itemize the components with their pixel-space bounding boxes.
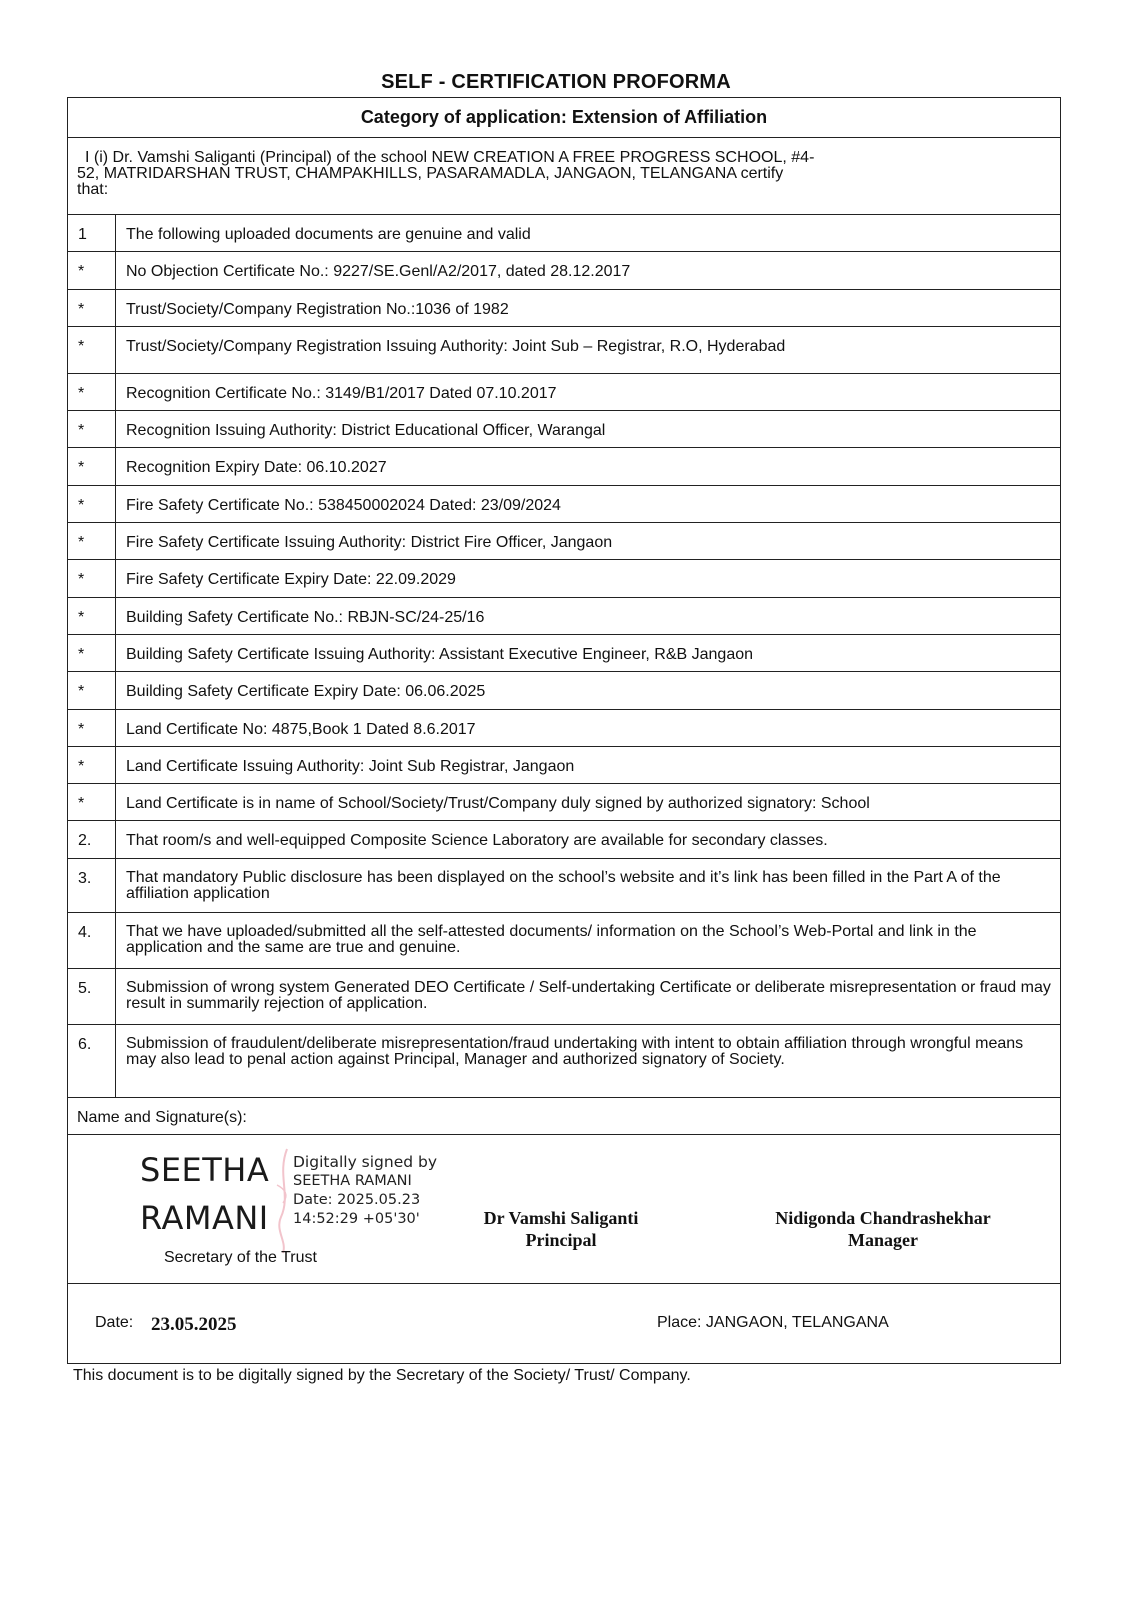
row-text: Trust/Society/Company Registration No.:1036 of 1982 bbox=[126, 301, 509, 318]
digital-signature-info-1: Digitally signed by bbox=[293, 1153, 438, 1171]
row-number: 3. bbox=[68, 859, 116, 912]
intro-line-2: 52, MATRIDARSHAN TRUST, CHAMPAKHILLS, PASARAMADLA, JANGAON, TELANGANA certify bbox=[77, 165, 784, 182]
row-text: Fire Safety Certificate Expiry Date: 22.09.2029 bbox=[126, 571, 456, 588]
place-text: Place: JANGAON, TELANGANA bbox=[657, 1314, 889, 1331]
row-number: 4. bbox=[68, 913, 116, 968]
signature-label: Name and Signature(s): bbox=[68, 1098, 1060, 1135]
row-text: No Objection Certificate No.: 9227/SE.Genl/A2/2017, dated 28.12.2017 bbox=[126, 263, 631, 280]
principal-role: Principal bbox=[525, 1230, 597, 1250]
row-number: * bbox=[68, 784, 116, 820]
date-place-row bbox=[68, 1284, 1060, 1363]
row-text: That room/s and well-equipped Composite Science Laboratory are available for secondary classes. bbox=[126, 832, 828, 849]
row-number: 2. bbox=[68, 821, 116, 858]
row-number: * bbox=[68, 327, 116, 373]
declaration-row bbox=[68, 598, 1060, 635]
row-text: That we have uploaded/submitted all the self-attested documents/ information on the School’s Web-Portal and link in the application and the same are true and genuine. bbox=[126, 923, 977, 956]
row-number: * bbox=[68, 252, 116, 289]
row-number: * bbox=[68, 710, 116, 746]
category-heading: Category of application: Extension of Affiliation bbox=[68, 98, 1060, 138]
manager-name: Nidigonda Chandrashekhar bbox=[775, 1208, 991, 1228]
row-number: * bbox=[68, 486, 116, 522]
row-number: * bbox=[68, 747, 116, 783]
declaration-list bbox=[68, 215, 1060, 1098]
row-number: * bbox=[68, 598, 116, 634]
declaration-row bbox=[68, 635, 1060, 672]
declaration-row bbox=[68, 913, 1060, 969]
intro-line-1: I (i) Dr. Vamshi Saliganti (Principal) of the school NEW CREATION A FREE PROGRESS SCHOOL, #4- bbox=[85, 149, 815, 166]
declaration-row bbox=[68, 672, 1060, 710]
digital-signature-details bbox=[293, 1153, 437, 1229]
row-text: Land Certificate No: 4875,Book 1 Dated 8.6.2017 bbox=[126, 721, 476, 738]
document-title: SELF - CERTIFICATION PROFORMA bbox=[381, 71, 731, 93]
manager-role: Manager bbox=[848, 1230, 918, 1250]
digital-signature-info-3: Date: 2025.05.23 bbox=[293, 1192, 421, 1208]
digital-signature-info-2: SEETHA RAMANI bbox=[293, 1173, 412, 1189]
manager-signature bbox=[758, 1207, 1008, 1251]
principal-name: Dr Vamshi Saliganti bbox=[483, 1208, 639, 1228]
declaration-row bbox=[68, 747, 1060, 784]
row-text: Recognition Expiry Date: 06.10.2027 bbox=[126, 459, 387, 476]
declaration-row bbox=[68, 969, 1060, 1025]
signature-stamp-icon bbox=[273, 1145, 295, 1255]
row-text: Submission of fraudulent/deliberate misrepresentation/fraud undertaking with intent to obtain affiliation through wrongful means may also lead to penal action against Principal, Manager and authorized signatory of Society. bbox=[126, 1035, 1024, 1068]
declaration-row bbox=[68, 252, 1060, 290]
digital-signature-info-4: 14:52:29 +05'30' bbox=[293, 1211, 420, 1227]
date-label: Date: bbox=[95, 1314, 134, 1331]
row-number: * bbox=[68, 635, 116, 671]
declaration-row bbox=[68, 486, 1060, 523]
row-number: 6. bbox=[68, 1025, 116, 1097]
row-text: Recognition Issuing Authority: District Educational Officer, Warangal bbox=[126, 422, 606, 439]
row-text: That mandatory Public disclosure has been displayed on the school’s website and it’s link has been filled in the Part A of the affiliation application bbox=[126, 869, 1001, 902]
declaration-row bbox=[68, 215, 1060, 252]
date-value: 23.05.2025 bbox=[151, 1314, 237, 1335]
signature-block bbox=[68, 1135, 1060, 1284]
row-number: * bbox=[68, 290, 116, 326]
row-text: Recognition Certificate No.: 3149/B1/2017 Dated 07.10.2017 bbox=[126, 385, 557, 402]
row-text: Submission of wrong system Generated DEO Certificate / Self-undertaking Certificate or deliberate misrepresentation or fraud may result in summarily rejection of application. bbox=[126, 979, 1051, 1012]
declaration-row bbox=[68, 1025, 1060, 1098]
declaration-row bbox=[68, 560, 1060, 598]
row-number: * bbox=[68, 448, 116, 485]
declaration-row bbox=[68, 327, 1060, 374]
declaration-row bbox=[68, 821, 1060, 859]
digital-signature-name-line-1: SEETHA bbox=[140, 1151, 270, 1189]
row-text: Fire Safety Certificate Issuing Authority: District Fire Officer, Jangaon bbox=[126, 534, 613, 551]
intro-statement bbox=[68, 138, 1060, 215]
row-text: Land Certificate is in name of School/Society/Trust/Company duly signed by authorized signatory: School bbox=[126, 795, 870, 812]
certification-table bbox=[67, 97, 1061, 1364]
declaration-row bbox=[68, 411, 1060, 448]
row-text: Building Safety Certificate Expiry Date: 06.06.2025 bbox=[126, 683, 486, 700]
declaration-row bbox=[68, 374, 1060, 411]
principal-signature bbox=[456, 1207, 666, 1251]
intro-line-3: that: bbox=[77, 181, 109, 198]
declaration-row bbox=[68, 290, 1060, 327]
row-text: Land Certificate Issuing Authority: Joint Sub Registrar, Jangaon bbox=[126, 758, 575, 775]
row-text: The following uploaded documents are genuine and valid bbox=[126, 226, 531, 243]
footer-note: This document is to be digitally signed by the Secretary of the Society/ Trust/ Company. bbox=[73, 1367, 691, 1384]
row-number: * bbox=[68, 374, 116, 410]
declaration-row bbox=[68, 710, 1060, 747]
declaration-row bbox=[68, 448, 1060, 486]
declaration-row bbox=[68, 859, 1060, 913]
row-number: * bbox=[68, 672, 116, 709]
row-text: Building Safety Certificate No.: RBJN-SC/24-25/16 bbox=[126, 609, 485, 626]
row-number: 1 bbox=[68, 215, 116, 251]
row-text: Fire Safety Certificate No.: 538450002024 Dated: 23/09/2024 bbox=[126, 497, 561, 514]
row-text: Building Safety Certificate Issuing Authority: Assistant Executive Engineer, R&B Jangaon bbox=[126, 646, 754, 663]
declaration-row bbox=[68, 523, 1060, 560]
secretary-role: Secretary of the Trust bbox=[164, 1249, 317, 1266]
row-number: 5. bbox=[68, 969, 116, 1024]
row-text: Trust/Society/Company Registration Issuing Authority: Joint Sub – Registrar, R.O, Hyderabad bbox=[126, 338, 786, 355]
digital-signature-name-line-2: RAMANI bbox=[140, 1199, 269, 1237]
row-number: * bbox=[68, 411, 116, 447]
row-number: * bbox=[68, 523, 116, 559]
declaration-row bbox=[68, 784, 1060, 821]
row-number: * bbox=[68, 560, 116, 597]
